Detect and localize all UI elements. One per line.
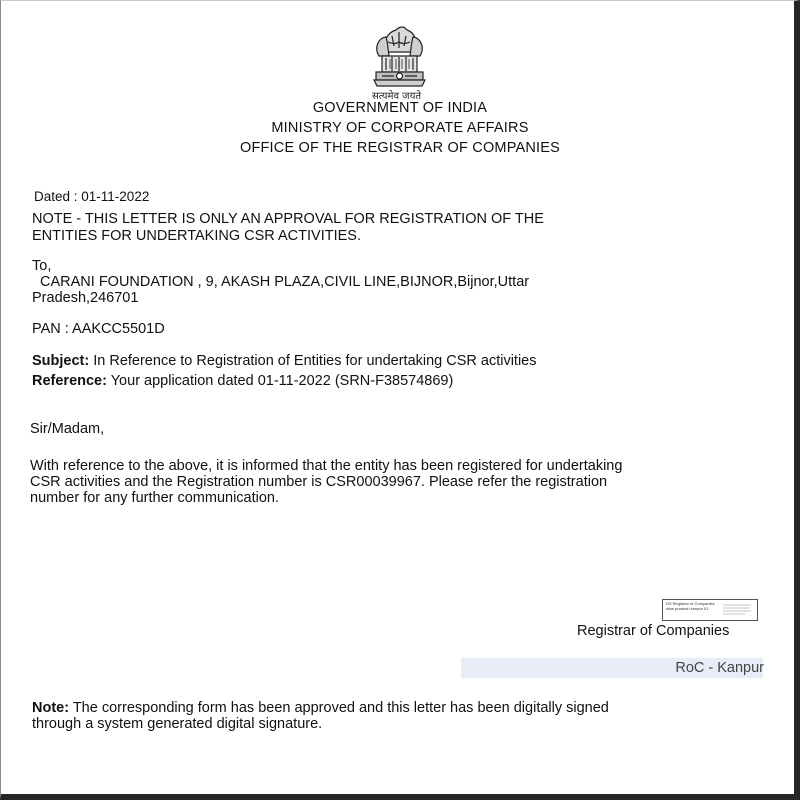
addressee-line2: Pradesh,246701 [32, 290, 139, 306]
signature-details-icon [723, 603, 753, 617]
national-emblem-icon [352, 22, 447, 102]
header-ministry: MINISTRY OF CORPORATE AFFAIRS [271, 120, 529, 136]
header-office: OFFICE OF THE REGISTRAR OF COMPANIES [239, 140, 561, 156]
reference-text: Your application dated 01-11-2022 (SRN-F38574869) [106, 373, 454, 389]
signature-stamp-text: DS Registrar of Companies uttar pradesh kanpur 01 [666, 601, 715, 611]
body-line3: number for any further communication. [30, 490, 280, 506]
bottom-note-text: The corresponding form has been approved and this letter has been digitally signed [69, 700, 609, 716]
digital-signature-stamp [662, 599, 758, 621]
reference-line [32, 373, 453, 389]
roc-office-text: RoC - Kanpur [675, 660, 764, 676]
approval-note-line1: NOTE - THIS LETTER IS ONLY AN APPROVAL FOR REGISTRATION OF THE [32, 211, 544, 227]
body-line2: CSR activities and the Registration number is CSR00039967. Please refer the registration [30, 474, 608, 490]
bottom-note-line2: through a system generated digital signature. [32, 716, 323, 732]
pan-number: PAN : AAKCC5501D [32, 321, 165, 337]
addressee-line1: CARANI FOUNDATION , 9, AKASH PLAZA,CIVIL LINE,BIJNOR,Bijnor,Uttar [40, 274, 530, 290]
addressee-to: To, [32, 258, 52, 274]
emblem-motto: सत्यमेव जयते [372, 91, 422, 102]
subject-label: Subject: [32, 353, 90, 369]
letter-date: Dated : 01-11-2022 [34, 189, 150, 204]
header-government: GOVERNMENT OF INDIA [312, 100, 488, 116]
reference-label: Reference: [32, 373, 107, 389]
approval-note-line2: ENTITIES FOR UNDERTAKING CSR ACTIVITIES. [32, 228, 361, 244]
subject-line [32, 353, 537, 369]
subject-text: In Reference to Registration of Entities for undertaking CSR activities [89, 353, 537, 369]
registrar-title: Registrar of Companies [577, 623, 730, 639]
bottom-note-label: Note: [32, 700, 70, 716]
body-line1: With reference to the above, it is informed that the entity has been registered for undertaking [30, 458, 623, 474]
bottom-note-line1 [32, 700, 609, 716]
salutation: Sir/Madam, [30, 421, 105, 437]
